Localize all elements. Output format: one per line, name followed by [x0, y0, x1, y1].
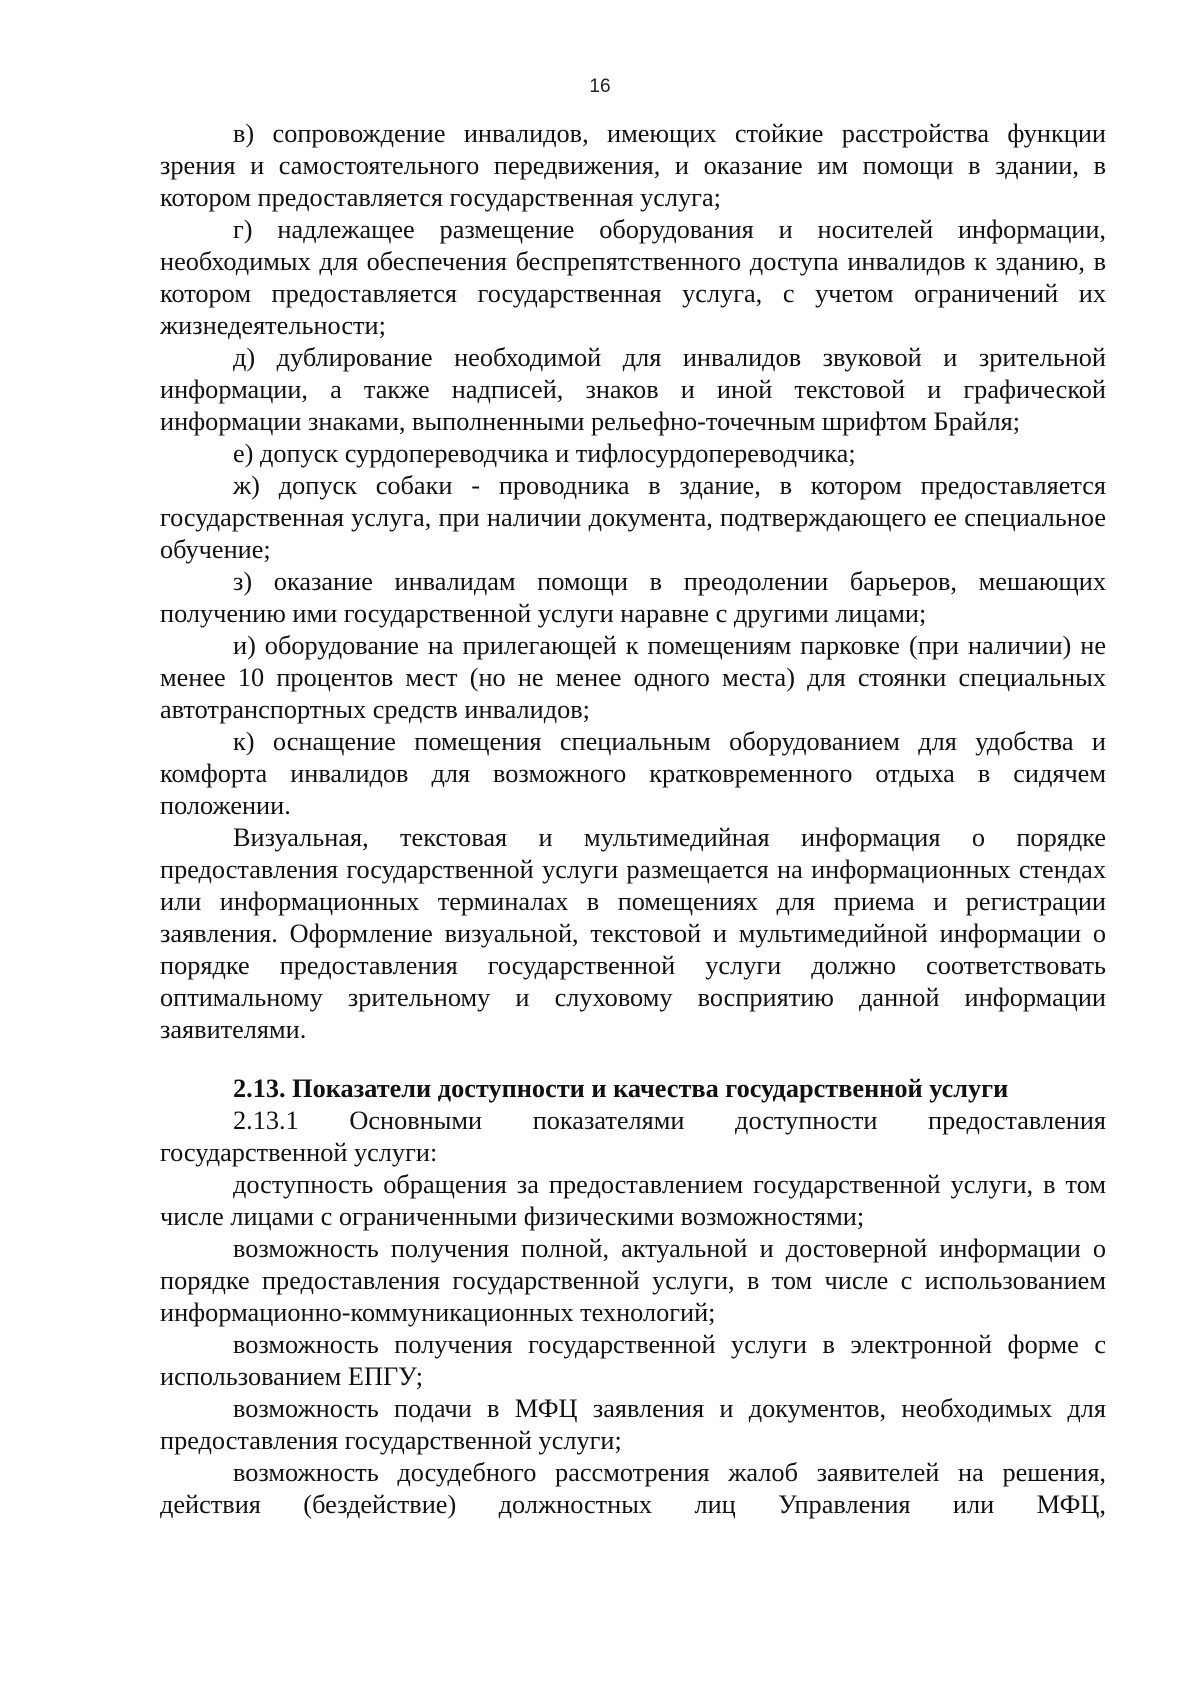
paragraph-accessibility: доступность обращения за предоставлением государственной услуги, в том числе лицами с ограниченными физическими возможностями;	[160, 1170, 1106, 1231]
paragraph-item-e: е) допуск сурдопереводчика и тифлосурдопереводчика;	[233, 439, 856, 468]
paragraph-item-d: д) дублирование необходимой для инвалидов звуковой и зрительной информации, а также надписей, знаков и иной текстовой и графической информации знаками, выполненными рельефно-точечным шрифтом Брайля;	[160, 343, 1106, 436]
paragraph-item-v: в) сопровождение инвалидов, имеющих стойкие расстройства функции зрения и самостоятельного передвижения, и оказание им помощи в здании, в котором предоставляется государственная услуга;	[160, 119, 1106, 212]
paragraph-visual-info: Визуальная, текстовая и мультимедийная информация о порядке предоставления государственной услуги размещается на информационных стендах или информационных терминалах в помещениях для приема и регистрации заявления. Оформление визуальной, текстовой и мультимедийной информации о порядке предоставления государственной услуги должно соответствовать оптимальному зрительному и слуховому восприятию данной информации заявителями.	[160, 823, 1106, 1044]
document-body	[160, 118, 1106, 1521]
paragraph-item-i: и) оборудование на прилегающей к помещениям парковке (при наличии) не менее 10 процентов мест (но не менее одного места) для стоянки специальных автотранспортных средств инвалидов;	[160, 631, 1106, 724]
paragraph-complaints: возможность досудебного рассмотрения жалоб заявителей на решения, действия (бездействие) должностных лиц Управления или МФЦ,	[160, 1458, 1106, 1519]
page-number: 16	[589, 76, 611, 97]
paragraph-item-z: з) оказание инвалидам помощи в преодолении барьеров, мешающих получению ими государственной услуги наравне с другими лицами;	[160, 567, 1106, 628]
paragraph-item-k: к) оснащение помещения специальным оборудованием для удобства и комфорта инвалидов для возможного кратковременного отдыха в сидячем положении.	[160, 727, 1106, 820]
section-heading: 2.13. Показатели доступности и качества государственной услуги	[233, 1074, 1009, 1103]
paragraph-electronic-form: возможность получения государственной услуги в электронной форме с использованием ЕПГУ;	[160, 1330, 1106, 1391]
paragraph-item-zh: ж) допуск собаки - проводника в здание, в котором предоставляется государственная услуга, при наличии документа, подтверждающего ее специальное обучение;	[160, 471, 1106, 564]
paragraph-info-access: возможность получения полной, актуальной и достоверной информации о порядке предоставления государственной услуги, в том числе с использованием информационно-коммуникационных технологий;	[160, 1234, 1106, 1327]
paragraph-2-13-1: 2.13.1 Основными показателями доступности предоставления государственной услуги:	[160, 1106, 1106, 1167]
paragraph-item-g: г) надлежащее размещение оборудования и носителей информации, необходимых для обеспечения беспрепятственного доступа инвалидов к зданию, в котором предоставляется государственная услуга, с учетом ограничений их жизнедеятельности;	[160, 215, 1106, 340]
paragraph-mfc-submission: возможность подачи в МФЦ заявления и документов, необходимых для предоставления государственной услуги;	[160, 1394, 1106, 1455]
